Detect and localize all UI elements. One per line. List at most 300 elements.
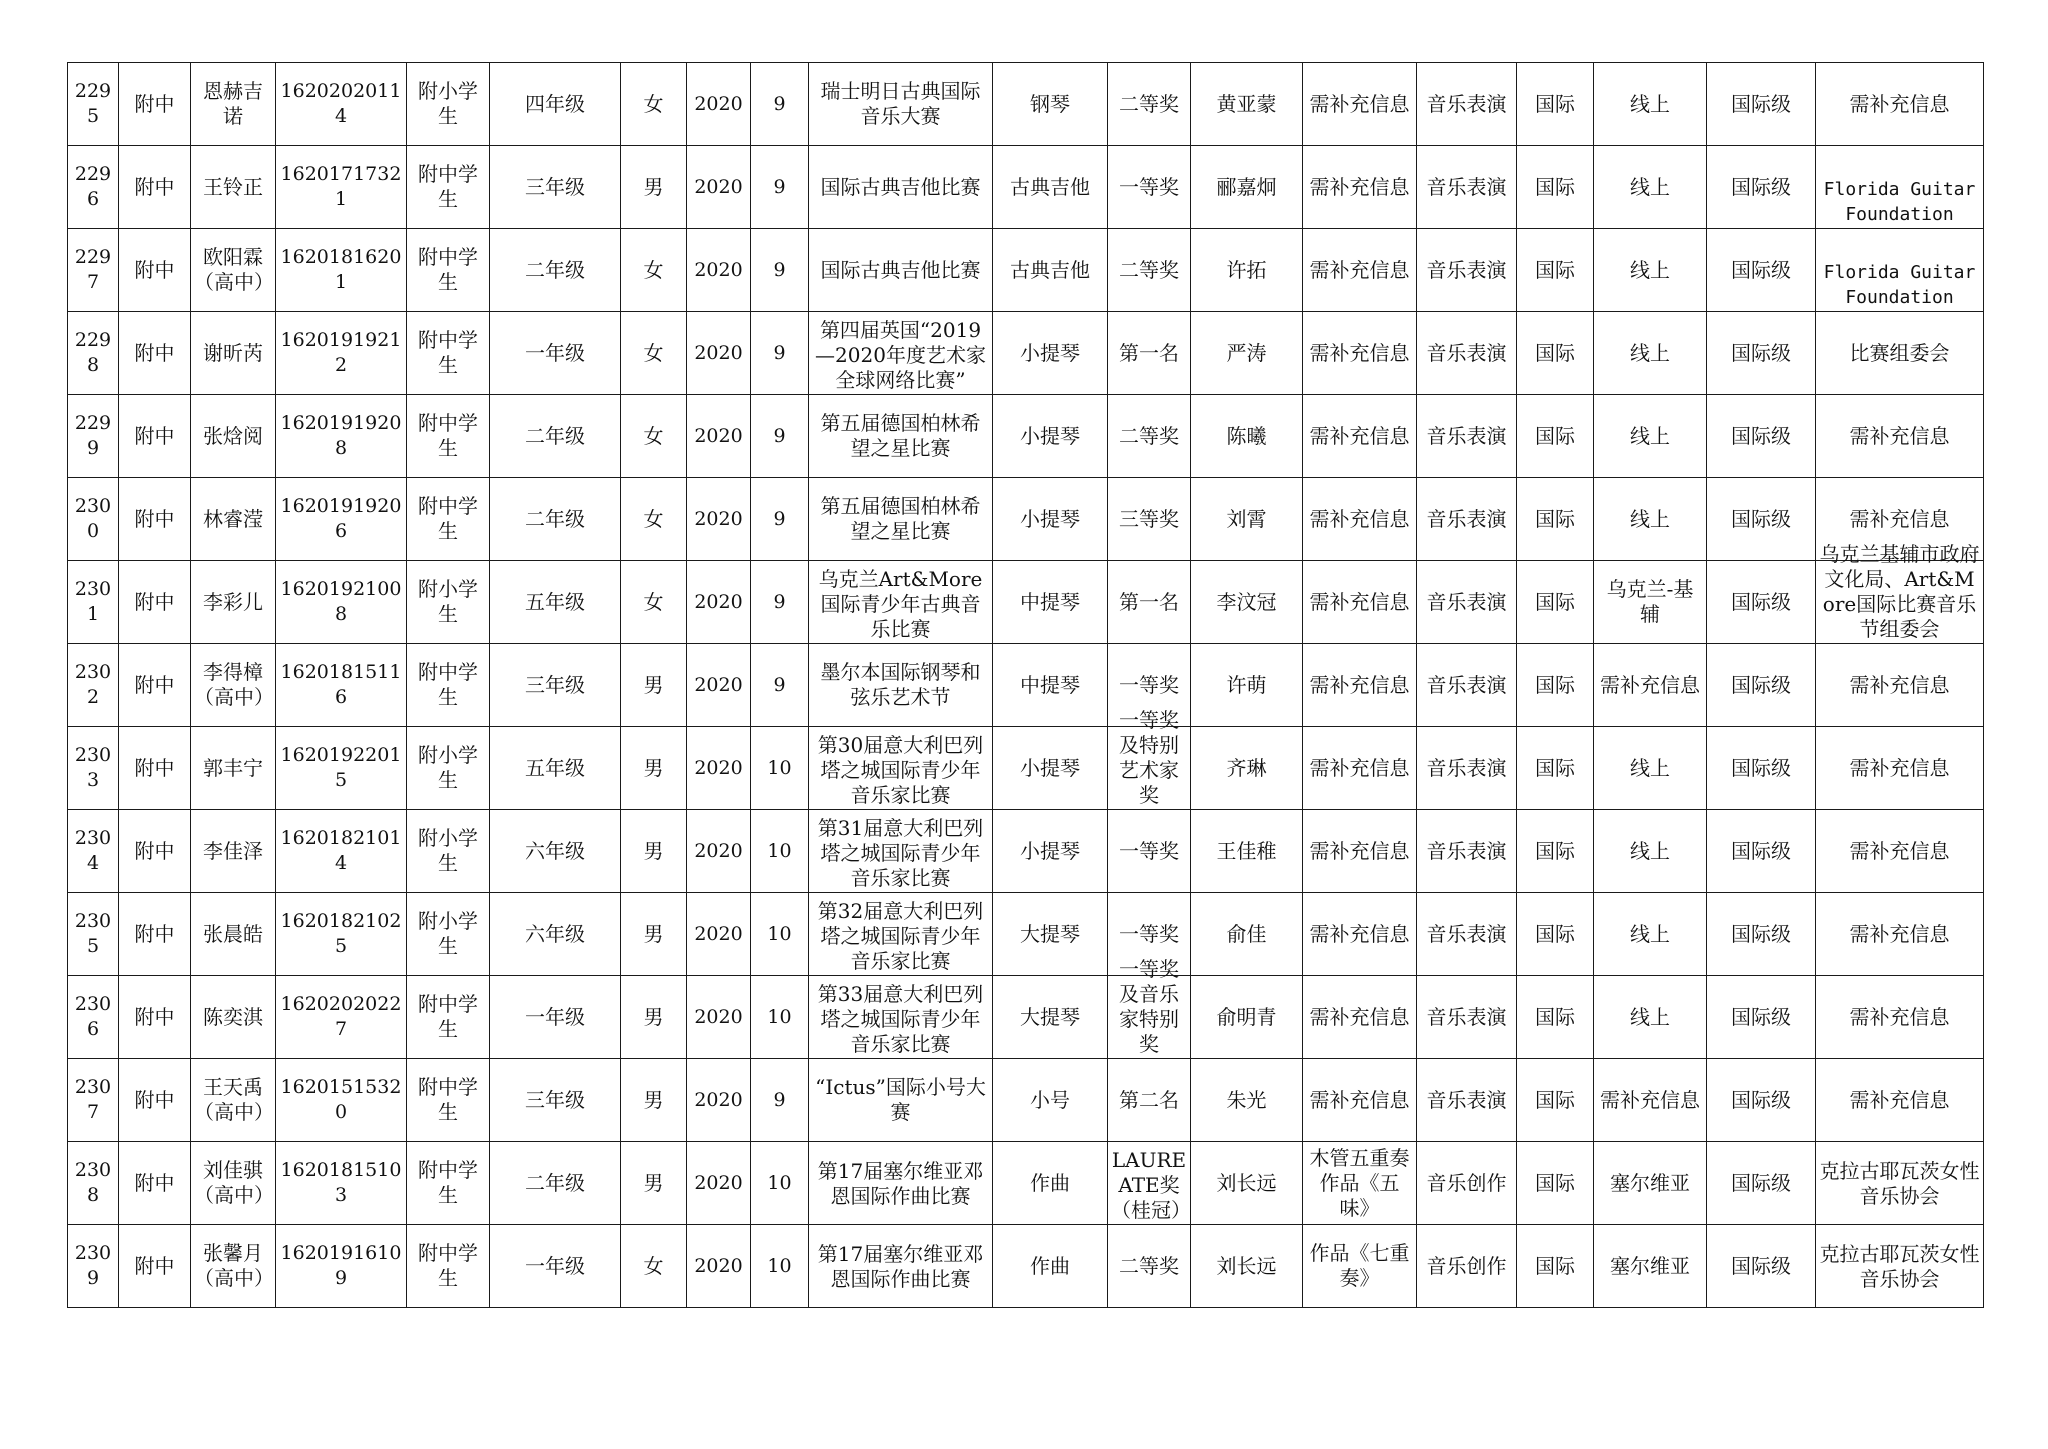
student-id-cell: 16202020114 xyxy=(276,63,407,146)
award-cell: 二等奖 xyxy=(1108,1225,1191,1308)
cell-text: 一等奖及特别艺术家奖 xyxy=(1119,708,1179,807)
location-cell: 线上 xyxy=(1594,229,1707,312)
year-cell: 2020 xyxy=(687,1225,751,1308)
competition-name-cell xyxy=(809,1225,993,1308)
student-type-cell: 附中学生 xyxy=(407,976,490,1059)
scope-cell: 国际 xyxy=(1517,1059,1594,1142)
student-name-cell: 陈奕淇 xyxy=(191,976,276,1059)
scope-cell: 国际 xyxy=(1517,395,1594,478)
competition-name-cell: 墨尔本国际钢琴和弦乐艺术节 xyxy=(809,644,993,727)
category-cell: 音乐表演 xyxy=(1417,644,1517,727)
school-cell: 附中 xyxy=(119,810,191,893)
student-id-cell: 16201922015 xyxy=(276,727,407,810)
competition-name-cell xyxy=(809,1142,993,1225)
organizer-cell: 需补充信息 xyxy=(1816,1059,1984,1142)
teacher-cell: 李汶冠 xyxy=(1191,561,1303,644)
competition-name-cell xyxy=(809,561,993,644)
gender-cell: 女 xyxy=(621,1225,687,1308)
level-cell: 国际级 xyxy=(1707,1059,1816,1142)
location-cell: 线上 xyxy=(1594,810,1707,893)
competition-name-cell xyxy=(809,810,993,893)
cell-text: LAUREATE奖（桂冠） xyxy=(1111,1148,1191,1222)
grade-cell: 六年级 xyxy=(490,810,621,893)
table-row xyxy=(68,1142,1984,1225)
year-cell: 2020 xyxy=(687,561,751,644)
table-row xyxy=(68,561,1984,644)
cell-text: 第17届塞尔维亚邓恩国际作曲比赛 xyxy=(817,1241,984,1291)
location-cell: 乌克兰-基辅 xyxy=(1594,561,1707,644)
work-title-cell: 需补充信息 xyxy=(1303,644,1417,727)
teacher-cell: 刘霄 xyxy=(1191,478,1303,561)
teacher-cell: 刘长远 xyxy=(1191,1225,1303,1308)
gender-cell: 女 xyxy=(621,63,687,146)
month-cell: 10 xyxy=(751,727,809,810)
grade-cell: 二年级 xyxy=(490,478,621,561)
record-number-cell: 2305 xyxy=(68,893,119,976)
school-cell: 附中 xyxy=(119,229,191,312)
cell-text: 克拉古耶瓦茨女性音乐协会 xyxy=(1819,1241,1980,1291)
award-cell: 第一名 xyxy=(1108,312,1191,395)
school-cell: 附中 xyxy=(119,478,191,561)
cell-text: 第17届塞尔维亚邓恩国际作曲比赛 xyxy=(817,1158,984,1208)
level-cell: 国际级 xyxy=(1707,810,1816,893)
work-title-cell: 需补充信息 xyxy=(1303,229,1417,312)
organizer-cell xyxy=(1816,146,1984,229)
scope-cell: 国际 xyxy=(1517,146,1594,229)
school-cell: 附中 xyxy=(119,727,191,810)
work-title-cell: 需补充信息 xyxy=(1303,1059,1417,1142)
award-cell: 三等奖 xyxy=(1108,478,1191,561)
category-cell: 音乐表演 xyxy=(1417,229,1517,312)
student-type-cell: 附中学生 xyxy=(407,395,490,478)
level-cell: 国际级 xyxy=(1707,229,1816,312)
month-cell: 10 xyxy=(751,1225,809,1308)
grade-cell: 一年级 xyxy=(490,1225,621,1308)
record-number-cell: 2295 xyxy=(68,63,119,146)
location-cell: 线上 xyxy=(1594,976,1707,1059)
organizer-cell xyxy=(1816,542,1984,644)
school-cell: 附中 xyxy=(119,893,191,976)
instrument-cell: 小提琴 xyxy=(993,727,1108,810)
month-cell: 10 xyxy=(751,893,809,976)
table-row xyxy=(68,976,1984,1059)
student-id-cell: 16201919206 xyxy=(276,478,407,561)
student-type-cell: 附小学生 xyxy=(407,893,490,976)
month-cell: 9 xyxy=(751,1059,809,1142)
student-name-cell: 恩赫吉诺 xyxy=(191,63,276,146)
location-cell: 线上 xyxy=(1594,478,1707,561)
award-cell: 二等奖 xyxy=(1108,395,1191,478)
record-number-cell: 2302 xyxy=(68,644,119,727)
school-cell: 附中 xyxy=(119,146,191,229)
teacher-cell: 俞明青 xyxy=(1191,976,1303,1059)
student-name-cell: 王天禹（高中） xyxy=(191,1059,276,1142)
scope-cell: 国际 xyxy=(1517,63,1594,146)
instrument-cell: 中提琴 xyxy=(993,644,1108,727)
instrument-cell: 小提琴 xyxy=(993,810,1108,893)
category-cell: 音乐表演 xyxy=(1417,63,1517,146)
category-cell: 音乐表演 xyxy=(1417,478,1517,561)
location-cell: 线上 xyxy=(1594,312,1707,395)
scope-cell: 国际 xyxy=(1517,561,1594,644)
month-cell: 9 xyxy=(751,478,809,561)
award-cell xyxy=(1108,957,1191,1059)
table-row xyxy=(68,893,1984,976)
location-cell: 需补充信息 xyxy=(1594,1059,1707,1142)
award-records-sheet xyxy=(67,62,1983,1308)
student-id-cell: 16202020227 xyxy=(276,976,407,1059)
organizer-cell: 需补充信息 xyxy=(1816,644,1984,727)
instrument-cell: 古典吉他 xyxy=(993,229,1108,312)
scope-cell: 国际 xyxy=(1517,229,1594,312)
cell-text: 第31届意大利巴列塔之城国际青少年音乐家比赛 xyxy=(817,816,984,890)
level-cell: 国际级 xyxy=(1707,1142,1816,1225)
school-cell: 附中 xyxy=(119,312,191,395)
teacher-cell: 朱光 xyxy=(1191,1059,1303,1142)
student-name-cell: 欧阳霖（高中） xyxy=(191,229,276,312)
year-cell: 2020 xyxy=(687,976,751,1059)
location-cell: 塞尔维亚 xyxy=(1594,1225,1707,1308)
grade-cell: 一年级 xyxy=(490,312,621,395)
instrument-cell: 中提琴 xyxy=(993,561,1108,644)
record-number-cell: 2309 xyxy=(68,1225,119,1308)
gender-cell: 男 xyxy=(621,644,687,727)
gender-cell: 男 xyxy=(621,146,687,229)
student-type-cell: 附中学生 xyxy=(407,146,490,229)
school-cell: 附中 xyxy=(119,976,191,1059)
scope-cell: 国际 xyxy=(1517,1142,1594,1225)
student-id-cell: 16201815116 xyxy=(276,644,407,727)
gender-cell: 男 xyxy=(621,976,687,1059)
level-cell: 国际级 xyxy=(1707,478,1816,561)
student-id-cell: 16201821025 xyxy=(276,893,407,976)
instrument-cell: 钢琴 xyxy=(993,63,1108,146)
cell-text: 第30届意大利巴列塔之城国际青少年音乐家比赛 xyxy=(817,733,984,807)
teacher-cell: 齐琳 xyxy=(1191,727,1303,810)
month-cell: 9 xyxy=(751,644,809,727)
scope-cell: 国际 xyxy=(1517,810,1594,893)
award-records-table xyxy=(67,62,1984,1308)
student-name-cell: 张馨月（高中） xyxy=(191,1225,276,1308)
level-cell: 国际级 xyxy=(1707,1225,1816,1308)
organizer-cell: 需补充信息 xyxy=(1816,893,1984,976)
year-cell: 2020 xyxy=(687,478,751,561)
instrument-cell: 小号 xyxy=(993,1059,1108,1142)
student-type-cell: 附中学生 xyxy=(407,229,490,312)
table-row xyxy=(68,727,1984,810)
award-cell: 二等奖 xyxy=(1108,63,1191,146)
organizer-cell: 需补充信息 xyxy=(1816,727,1984,810)
gender-cell: 女 xyxy=(621,312,687,395)
work-title-cell: 需补充信息 xyxy=(1303,727,1417,810)
table-row xyxy=(68,395,1984,478)
student-id-cell: 16201821014 xyxy=(276,810,407,893)
competition-name-cell: “Ictus”国际小号大赛 xyxy=(809,1059,993,1142)
organizer-cell xyxy=(1816,1142,1984,1225)
work-title-cell: 作品《七重奏》 xyxy=(1303,1225,1417,1308)
category-cell: 音乐创作 xyxy=(1417,1225,1517,1308)
award-cell: 第一名 xyxy=(1108,561,1191,644)
organizer-cell: 需补充信息 xyxy=(1816,395,1984,478)
award-cell: 二等奖 xyxy=(1108,229,1191,312)
level-cell: 国际级 xyxy=(1707,976,1816,1059)
school-cell: 附中 xyxy=(119,644,191,727)
record-number-cell: 2304 xyxy=(68,810,119,893)
competition-name-cell: 国际古典吉他比赛 xyxy=(809,229,993,312)
gender-cell: 男 xyxy=(621,727,687,810)
work-title-cell: 需补充信息 xyxy=(1303,976,1417,1059)
teacher-cell: 陈曦 xyxy=(1191,395,1303,478)
month-cell: 9 xyxy=(751,146,809,229)
student-name-cell: 林睿滢 xyxy=(191,478,276,561)
organizer-cell: 需补充信息 xyxy=(1816,63,1984,146)
instrument-cell: 小提琴 xyxy=(993,395,1108,478)
organizer-cell xyxy=(1816,1225,1984,1308)
year-cell: 2020 xyxy=(687,727,751,810)
category-cell: 音乐表演 xyxy=(1417,727,1517,810)
student-id-cell: 16201919212 xyxy=(276,312,407,395)
gender-cell: 女 xyxy=(621,229,687,312)
instrument-cell: 大提琴 xyxy=(993,893,1108,976)
record-number-cell: 2299 xyxy=(68,395,119,478)
grade-cell: 五年级 xyxy=(490,727,621,810)
grade-cell: 三年级 xyxy=(490,146,621,229)
competition-name-cell xyxy=(809,976,993,1059)
table-row xyxy=(68,63,1984,146)
category-cell: 音乐表演 xyxy=(1417,395,1517,478)
student-name-cell: 李得樟（高中） xyxy=(191,644,276,727)
gender-cell: 女 xyxy=(621,395,687,478)
student-name-cell: 刘佳骐（高中） xyxy=(191,1142,276,1225)
student-type-cell: 附小学生 xyxy=(407,810,490,893)
year-cell: 2020 xyxy=(687,146,751,229)
student-type-cell: 附中学生 xyxy=(407,478,490,561)
cell-text: 第33届意大利巴列塔之城国际青少年音乐家比赛 xyxy=(817,982,984,1056)
grade-cell: 二年级 xyxy=(490,229,621,312)
student-name-cell: 谢昕芮 xyxy=(191,312,276,395)
level-cell: 国际级 xyxy=(1707,146,1816,229)
month-cell: 9 xyxy=(751,395,809,478)
record-number-cell: 2303 xyxy=(68,727,119,810)
award-cell: 一等奖 xyxy=(1108,810,1191,893)
grade-cell: 四年级 xyxy=(490,63,621,146)
school-cell: 附中 xyxy=(119,1225,191,1308)
grade-cell: 二年级 xyxy=(490,1142,621,1225)
student-name-cell: 张焓阅 xyxy=(191,395,276,478)
level-cell: 国际级 xyxy=(1707,63,1816,146)
competition-name-cell: 瑞士明日古典国际音乐大赛 xyxy=(809,63,993,146)
award-cell xyxy=(1108,1142,1191,1225)
gender-cell: 女 xyxy=(621,478,687,561)
cell-text: 一等奖及音乐家特别奖 xyxy=(1119,957,1179,1056)
scope-cell: 国际 xyxy=(1517,478,1594,561)
category-cell: 音乐表演 xyxy=(1417,561,1517,644)
record-number-cell: 2296 xyxy=(68,146,119,229)
category-cell: 音乐创作 xyxy=(1417,1142,1517,1225)
instrument-cell: 小提琴 xyxy=(993,312,1108,395)
month-cell: 10 xyxy=(751,976,809,1059)
category-cell: 音乐表演 xyxy=(1417,893,1517,976)
student-name-cell: 张晨皓 xyxy=(191,893,276,976)
table-row xyxy=(68,1059,1984,1142)
instrument-cell: 小提琴 xyxy=(993,478,1108,561)
month-cell: 9 xyxy=(751,63,809,146)
student-type-cell: 附小学生 xyxy=(407,727,490,810)
record-number-cell: 2298 xyxy=(68,312,119,395)
award-cell: 一等奖 xyxy=(1108,644,1191,727)
student-id-cell: 16201515320 xyxy=(276,1059,407,1142)
teacher-cell: 许萌 xyxy=(1191,644,1303,727)
student-type-cell: 附中学生 xyxy=(407,312,490,395)
student-type-cell: 附中学生 xyxy=(407,644,490,727)
work-title-cell: 木管五重奏作品《五味》 xyxy=(1303,1142,1417,1225)
record-number-cell: 2308 xyxy=(68,1142,119,1225)
student-type-cell: 附中学生 xyxy=(407,1059,490,1142)
level-cell: 国际级 xyxy=(1707,312,1816,395)
work-title-cell: 需补充信息 xyxy=(1303,478,1417,561)
student-name-cell: 郭丰宁 xyxy=(191,727,276,810)
student-id-cell: 16201815103 xyxy=(276,1142,407,1225)
student-name-cell: 王铃正 xyxy=(191,146,276,229)
table-row xyxy=(68,312,1984,395)
month-cell: 10 xyxy=(751,810,809,893)
scope-cell: 国际 xyxy=(1517,893,1594,976)
student-type-cell: 附小学生 xyxy=(407,63,490,146)
school-cell: 附中 xyxy=(119,1142,191,1225)
cell-text: 第32届意大利巴列塔之城国际青少年音乐家比赛 xyxy=(817,899,984,973)
table-row xyxy=(68,1225,1984,1308)
work-title-cell: 需补充信息 xyxy=(1303,63,1417,146)
grade-cell: 三年级 xyxy=(490,644,621,727)
year-cell: 2020 xyxy=(687,1059,751,1142)
gender-cell: 男 xyxy=(621,810,687,893)
organizer-cell: 需补充信息 xyxy=(1816,810,1984,893)
organizer-cell: 需补充信息 xyxy=(1816,976,1984,1059)
table-row xyxy=(68,146,1984,229)
student-name-cell: 李佳泽 xyxy=(191,810,276,893)
table-row xyxy=(68,229,1984,312)
cell-text: 乌克兰基辅市政府文化局、Art&More国际比赛音乐节组委会 xyxy=(1819,542,1980,641)
student-type-cell: 附中学生 xyxy=(407,1225,490,1308)
grade-cell: 一年级 xyxy=(490,976,621,1059)
category-cell: 音乐表演 xyxy=(1417,1059,1517,1142)
work-title-cell: 需补充信息 xyxy=(1303,810,1417,893)
scope-cell: 国际 xyxy=(1517,312,1594,395)
instrument-cell: 古典吉他 xyxy=(993,146,1108,229)
table-row xyxy=(68,644,1984,727)
student-id-cell: 16201816201 xyxy=(276,229,407,312)
table-body xyxy=(68,63,1984,1308)
cell-text: 乌克兰Art&More国际青少年古典音乐比赛 xyxy=(818,567,983,641)
month-cell: 9 xyxy=(751,561,809,644)
location-cell: 线上 xyxy=(1594,395,1707,478)
school-cell: 附中 xyxy=(119,1059,191,1142)
record-number-cell: 2307 xyxy=(68,1059,119,1142)
teacher-cell: 许拓 xyxy=(1191,229,1303,312)
work-title-cell: 需补充信息 xyxy=(1303,312,1417,395)
grade-cell: 二年级 xyxy=(490,395,621,478)
award-cell: 第二名 xyxy=(1108,1059,1191,1142)
student-id-cell: 16201921008 xyxy=(276,561,407,644)
competition-name-cell: 第五届德国柏林希望之星比赛 xyxy=(809,395,993,478)
location-cell: 线上 xyxy=(1594,63,1707,146)
record-number-cell: 2297 xyxy=(68,229,119,312)
record-number-cell: 2300 xyxy=(68,478,119,561)
cell-text: Florida Guitar Foundation xyxy=(1823,262,1976,308)
gender-cell: 男 xyxy=(621,893,687,976)
student-type-cell: 附中学生 xyxy=(407,1142,490,1225)
teacher-cell: 王佳稚 xyxy=(1191,810,1303,893)
month-cell: 9 xyxy=(751,312,809,395)
school-cell: 附中 xyxy=(119,395,191,478)
instrument-cell: 大提琴 xyxy=(993,976,1108,1059)
school-cell: 附中 xyxy=(119,561,191,644)
record-number-cell: 2306 xyxy=(68,976,119,1059)
competition-name-cell xyxy=(809,893,993,976)
scope-cell: 国际 xyxy=(1517,1225,1594,1308)
student-name-cell: 李彩儿 xyxy=(191,561,276,644)
instrument-cell: 作曲 xyxy=(993,1225,1108,1308)
table-row xyxy=(68,810,1984,893)
school-cell: 附中 xyxy=(119,63,191,146)
instrument-cell: 作曲 xyxy=(993,1142,1108,1225)
level-cell: 国际级 xyxy=(1707,395,1816,478)
scope-cell: 国际 xyxy=(1517,644,1594,727)
level-cell: 国际级 xyxy=(1707,727,1816,810)
location-cell: 线上 xyxy=(1594,727,1707,810)
organizer-cell: 比赛组委会 xyxy=(1816,312,1984,395)
work-title-cell: 需补充信息 xyxy=(1303,395,1417,478)
gender-cell: 女 xyxy=(621,561,687,644)
year-cell: 2020 xyxy=(687,63,751,146)
cell-text: 克拉古耶瓦茨女性音乐协会 xyxy=(1819,1158,1980,1208)
student-id-cell: 16201919208 xyxy=(276,395,407,478)
award-cell: 一等奖 xyxy=(1108,893,1191,976)
cell-text: 第四届英国“2019—2020年度艺术家全球网络比赛” xyxy=(815,318,986,392)
location-cell: 需补充信息 xyxy=(1594,644,1707,727)
student-id-cell: 16201916109 xyxy=(276,1225,407,1308)
year-cell: 2020 xyxy=(687,395,751,478)
student-id-cell: 16201717321 xyxy=(276,146,407,229)
competition-name-cell xyxy=(809,727,993,810)
year-cell: 2020 xyxy=(687,312,751,395)
year-cell: 2020 xyxy=(687,810,751,893)
scope-cell: 国际 xyxy=(1517,976,1594,1059)
month-cell: 9 xyxy=(751,229,809,312)
category-cell: 音乐表演 xyxy=(1417,976,1517,1059)
location-cell: 线上 xyxy=(1594,146,1707,229)
grade-cell: 六年级 xyxy=(490,893,621,976)
category-cell: 音乐表演 xyxy=(1417,810,1517,893)
teacher-cell: 严涛 xyxy=(1191,312,1303,395)
cell-text: Florida Guitar Foundation xyxy=(1823,179,1976,225)
gender-cell: 男 xyxy=(621,1142,687,1225)
location-cell: 塞尔维亚 xyxy=(1594,1142,1707,1225)
teacher-cell: 俞佳 xyxy=(1191,893,1303,976)
award-cell xyxy=(1108,708,1191,810)
work-title-cell: 需补充信息 xyxy=(1303,146,1417,229)
category-cell: 音乐表演 xyxy=(1417,146,1517,229)
teacher-cell: 刘长远 xyxy=(1191,1142,1303,1225)
level-cell: 国际级 xyxy=(1707,561,1816,644)
year-cell: 2020 xyxy=(687,1142,751,1225)
category-cell: 音乐表演 xyxy=(1417,312,1517,395)
organizer-cell xyxy=(1816,229,1984,312)
month-cell: 10 xyxy=(751,1142,809,1225)
student-type-cell: 附小学生 xyxy=(407,561,490,644)
organizer-cell: 需补充信息 xyxy=(1816,478,1984,561)
table-row xyxy=(68,478,1984,561)
